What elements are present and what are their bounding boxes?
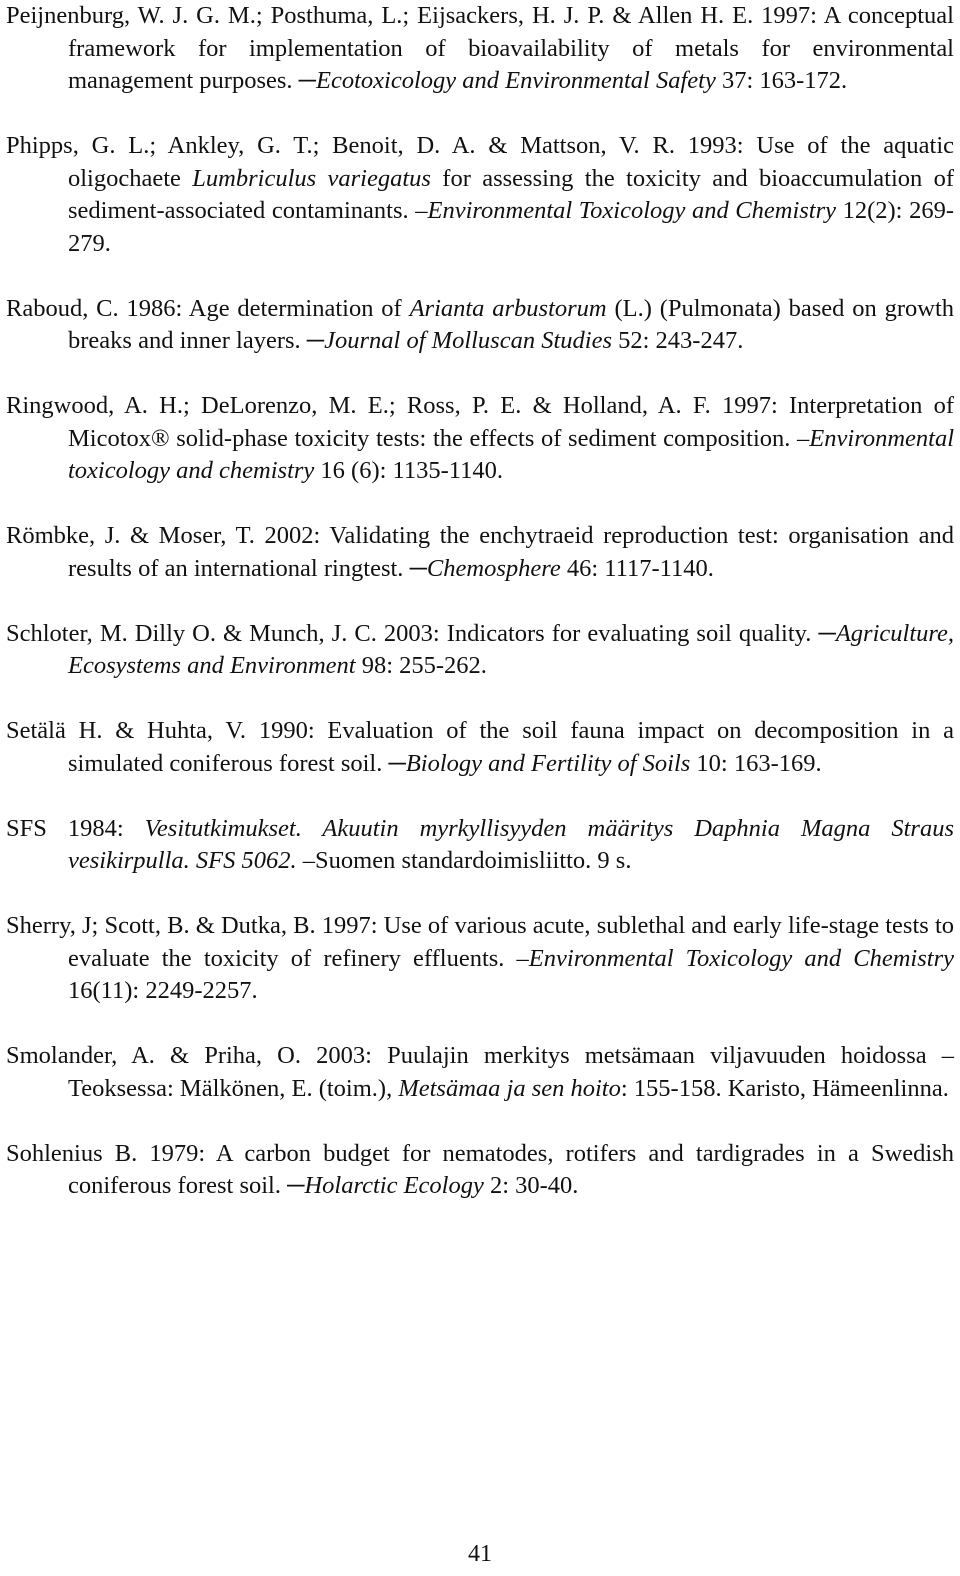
reference-italic-text: ─Agriculture, Ecosystems and Environment xyxy=(68,619,954,679)
reference-italic-text: Metsämaa ja sen hoito xyxy=(398,1074,621,1102)
reference-text: Peijnenburg, W. J. G. M.; Posthuma, L.; Eijsackers, H. J. P. & Allen H. E. 1997: A conceptual framework for implementation of bioavailability of metals for environmental management purposes. xyxy=(6,2,954,94)
reference-text: Ringwood, A. H.; DeLorenzo, M. E.; Ross, P. E. & Holland, A. F. 1997: Interpretation of Micotox® solid-phase toxicity tests: the effects of sediment composition. xyxy=(6,392,954,452)
reference-italic-text: ─Journal of Molluscan Studies xyxy=(306,327,612,354)
reference-italic-text: Ecotoxicology and Environmental Safety xyxy=(316,67,716,94)
reference-entry xyxy=(6,130,954,260)
reference-text: Setälä H. & Huhta, V. 1990: Evaluation of the soil fauna impact on decomposition in a simulated coniferous forest soil. xyxy=(6,717,954,777)
reference-list xyxy=(6,0,954,1203)
reference-text: Raboud, C. 1986: Age determination of xyxy=(6,294,410,322)
reference-text: : 155-158. Karisto, Hämeenlinna. xyxy=(620,1074,949,1102)
reference-entry xyxy=(6,0,954,98)
reference-italic-text: –Environmental Toxicology and Chemistry xyxy=(516,944,954,972)
reference-entry xyxy=(6,618,954,683)
reference-italic-text: –Environmental Toxicology and Chemistry xyxy=(415,197,837,224)
reference-italic-text: ─Holarctic Ecology xyxy=(287,1172,484,1199)
reference-entry xyxy=(6,520,954,585)
reference-italic-text: Lumbriculus variegatus xyxy=(192,164,431,192)
reference-text: Schloter, M. Dilly O. & Munch, J. C. 2003: Indicators for evaluating soil quality. xyxy=(6,619,819,647)
reference-italic-text: –Environmental toxicology and chemistry xyxy=(68,424,954,484)
reference-text: for assessing the toxicity and bioaccumulation of sediment-associated contaminants. xyxy=(68,164,955,224)
reference-text: 98: 255-262. xyxy=(355,652,487,679)
reference-text: Phipps, G. L.; Ankley, G. T.; Benoit, D. A. & Mattson, V. R. 1993: Use of the aquatic oligochaete xyxy=(6,132,954,192)
reference-text: 16(11): 2249-2257. xyxy=(68,977,258,1004)
reference-text: Sohlenius B. 1979: A carbon budget for nematodes, rotifers and tardigrades in a Swedish coniferous forest soil. xyxy=(6,1139,954,1199)
reference-italic-text: ─Biology and Fertility of Soils xyxy=(388,749,691,777)
reference-text: –Suomen standardoimisliitto. 9 s. xyxy=(296,847,632,874)
reference-entry xyxy=(6,910,954,1008)
reference-text: (L.) (Pulmonata) based on growth breaks and inner layers. xyxy=(68,294,955,354)
reference-text: 37: 163-172. xyxy=(715,67,848,94)
reference-text: Römbke, J. & Moser, T. 2002: Validating the enchytraeid reproduction test: organisation and results of an international ringtest. xyxy=(6,522,954,582)
reference-italic-text: ─ xyxy=(298,67,317,94)
reference-entry xyxy=(6,293,954,358)
reference-text: 12(2): 269-279. xyxy=(68,197,954,257)
reference-text: Smolander, A. & Priha, O. 2003: Puulajin merkitys metsämaan viljavuuden hoidossa –Teoksessa: Mälkönen, E. (toim.), xyxy=(6,1042,954,1102)
reference-italic-text: Arianta arbustorum xyxy=(409,294,607,322)
reference-text: Sherry, J; Scott, B. & Dutka, B. 1997: Use of various acute, sublethal and early life-stage tests to evaluate the toxicity of refinery effluents. xyxy=(6,912,954,972)
page-number: 41 xyxy=(468,1541,492,1567)
reference-entry xyxy=(6,390,954,488)
reference-entry xyxy=(6,715,954,780)
reference-text: 46: 1117-1140. xyxy=(560,554,714,582)
reference-text: 52: 243-247. xyxy=(612,327,744,354)
reference-entry xyxy=(6,1040,954,1105)
reference-italic-text: Vesitutkimukset. Akuutin myrkyllisyyden määritys Daphnia Magna Straus vesikirpulla. SFS 5062. xyxy=(68,814,954,874)
reference-text: 10: 163-169. xyxy=(690,749,822,777)
reference-text: 2: 30-40. xyxy=(483,1172,579,1199)
reference-text: 16 (6): 1135-1140. xyxy=(314,457,504,484)
reference-entry xyxy=(6,813,954,878)
reference-italic-text: ─Chemosphere xyxy=(409,554,561,582)
reference-entry xyxy=(6,1138,954,1203)
reference-text: SFS 1984: xyxy=(6,814,145,842)
